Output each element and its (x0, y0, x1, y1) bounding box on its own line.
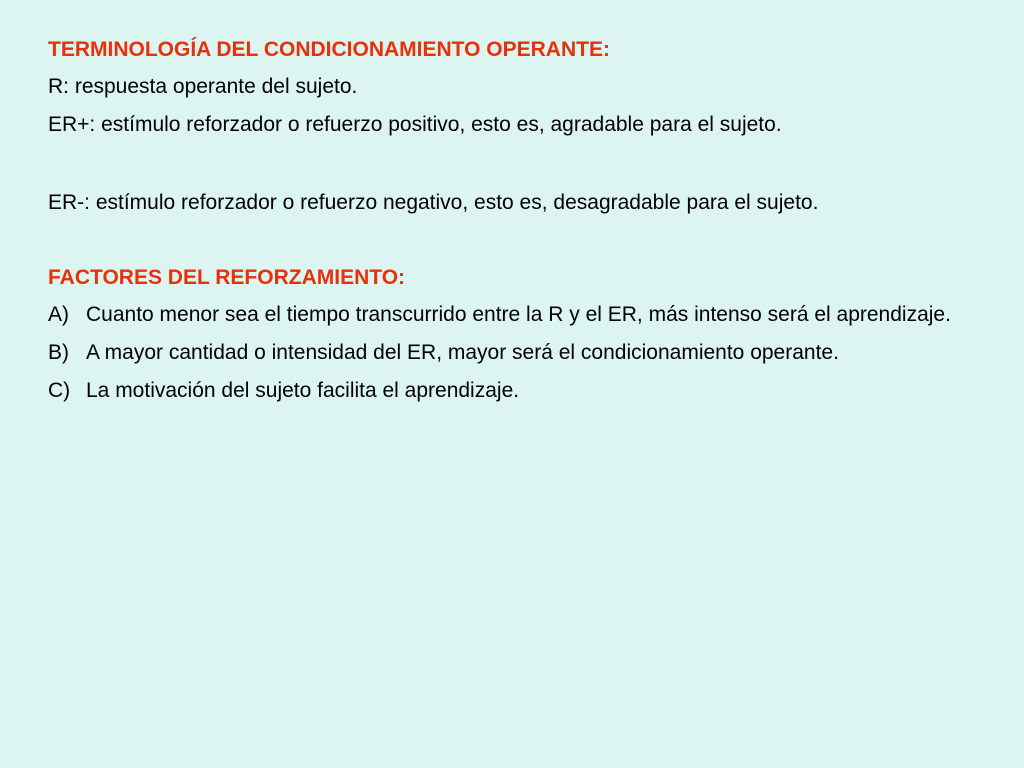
term-er-negative: ER-: estímulo reforzador o refuerzo negativo, esto es, desagradable para el sujeto. (48, 191, 819, 214)
factor-item-c (48, 375, 984, 406)
factor-text: La motivación del sujeto facilita el aprendizaje. (86, 379, 520, 402)
list-marker: C) (48, 379, 71, 402)
factor-item-a (48, 299, 984, 330)
factor-text: Cuanto menor sea el tiempo transcurrido entre la R y el ER, más intenso será el aprendizaje. (86, 303, 951, 326)
terminology-heading: TERMINOLOGÍA DEL CONDICIONAMIENTO OPERANTE: (48, 38, 610, 61)
term-er-positive: ER+: estímulo reforzador o refuerzo positivo, esto es, agradable para el sujeto. (48, 113, 782, 136)
spacer (48, 225, 984, 262)
factor-item-b (48, 337, 984, 368)
list-marker: B) (48, 341, 69, 364)
factor-text: A mayor cantidad o intensidad del ER, mayor será el condicionamiento operante. (86, 341, 839, 364)
spacer (48, 147, 984, 187)
list-marker: A) (48, 303, 69, 326)
factors-heading: FACTORES DEL REFORZAMIENTO: (48, 266, 406, 289)
term-r: R: respuesta operante del sujeto. (48, 75, 358, 98)
